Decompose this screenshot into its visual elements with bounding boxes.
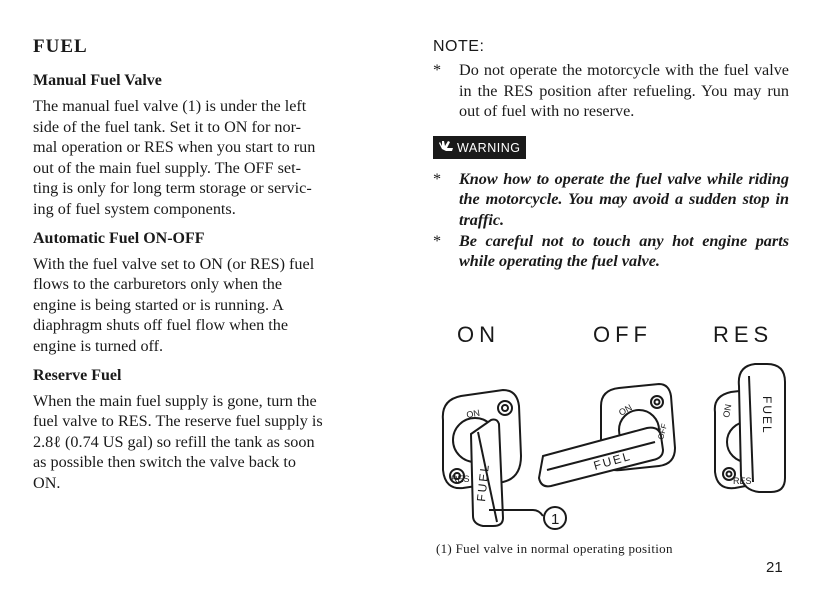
valve-res-label-on: ON (721, 403, 734, 419)
valve-res-fuel-text: FUEL (760, 396, 774, 435)
valve-on-label-res: RES (451, 474, 470, 484)
section-heading-reserve: Reserve Fuel (33, 366, 122, 384)
warning-badge (433, 136, 526, 159)
valve-position-labels (433, 322, 793, 352)
valve-on-label-on: ON (465, 407, 481, 420)
warning-label: WARNING (457, 140, 521, 155)
section-body-automatic: With the fuel valve set to ON (or RES) fuel flows to the carburetors only when the engine is being started or is running. A diaphragm shuts off fuel flow when the engine is turned off. (33, 254, 315, 355)
bullet-star: * (433, 169, 442, 188)
valve-off-fuel-text: FUEL (591, 448, 634, 473)
valve-on-drawing (443, 390, 543, 526)
left-column (33, 36, 385, 504)
warning-item (433, 169, 789, 231)
valve-off-label-on: ON (617, 402, 634, 418)
section-body-reserve: When the main fuel supply is gone, turn the fuel valve to RES. The reserve fuel supply is 2.8ℓ (0.74 US gal) so refill the tank as soon as possible then switch the valve back to ON. (33, 391, 323, 492)
warning-item (433, 231, 789, 272)
bullet-star: * (433, 231, 442, 250)
right-column (433, 38, 789, 272)
page-number: 21 (766, 559, 783, 576)
hand-warning-icon (438, 140, 454, 156)
valve-on-fuel-text: FUEL (474, 462, 493, 503)
valve-off-label-off: OFF (656, 422, 670, 441)
valve-off-drawing (539, 384, 675, 486)
label-off: OFF (593, 322, 652, 347)
figure-caption: (1) Fuel valve in normal operating position (436, 541, 673, 556)
note-item (433, 60, 789, 122)
fuel-valve-illustration (433, 360, 793, 540)
valve-res-label-res: RES (733, 476, 752, 486)
bullet-star: * (433, 61, 442, 79)
section-heading-manual: Manual Fuel Valve (33, 72, 162, 89)
note-text: Do not operate the motorcycle with the fuel valve in the RES position after refueling. You may run out of fuel with no reserve. (459, 61, 789, 121)
label-res: RES (713, 322, 774, 347)
page-title: FUEL (33, 36, 88, 57)
callout-number: 1 (551, 511, 560, 528)
section-heading-automatic: Automatic Fuel ON-OFF (33, 229, 205, 247)
note-heading: NOTE: (433, 38, 485, 55)
section-body-manual: The manual fuel valve (1) is under the left side of the fuel tank. Set it to ON for nor- mal operation or RES when you start to run out of the main fuel supply. The OFF set- ting is only for long term storage or servic- ing of fuel system components. (33, 97, 316, 218)
warning-text: Know how to operate the fuel valve while riding the motorcycle. You may avoid a sudden stop in traffic. (459, 169, 789, 229)
warning-text: Be careful not to touch any hot engine parts while operating the fuel valve. (459, 231, 789, 271)
label-on: ON (457, 322, 500, 347)
